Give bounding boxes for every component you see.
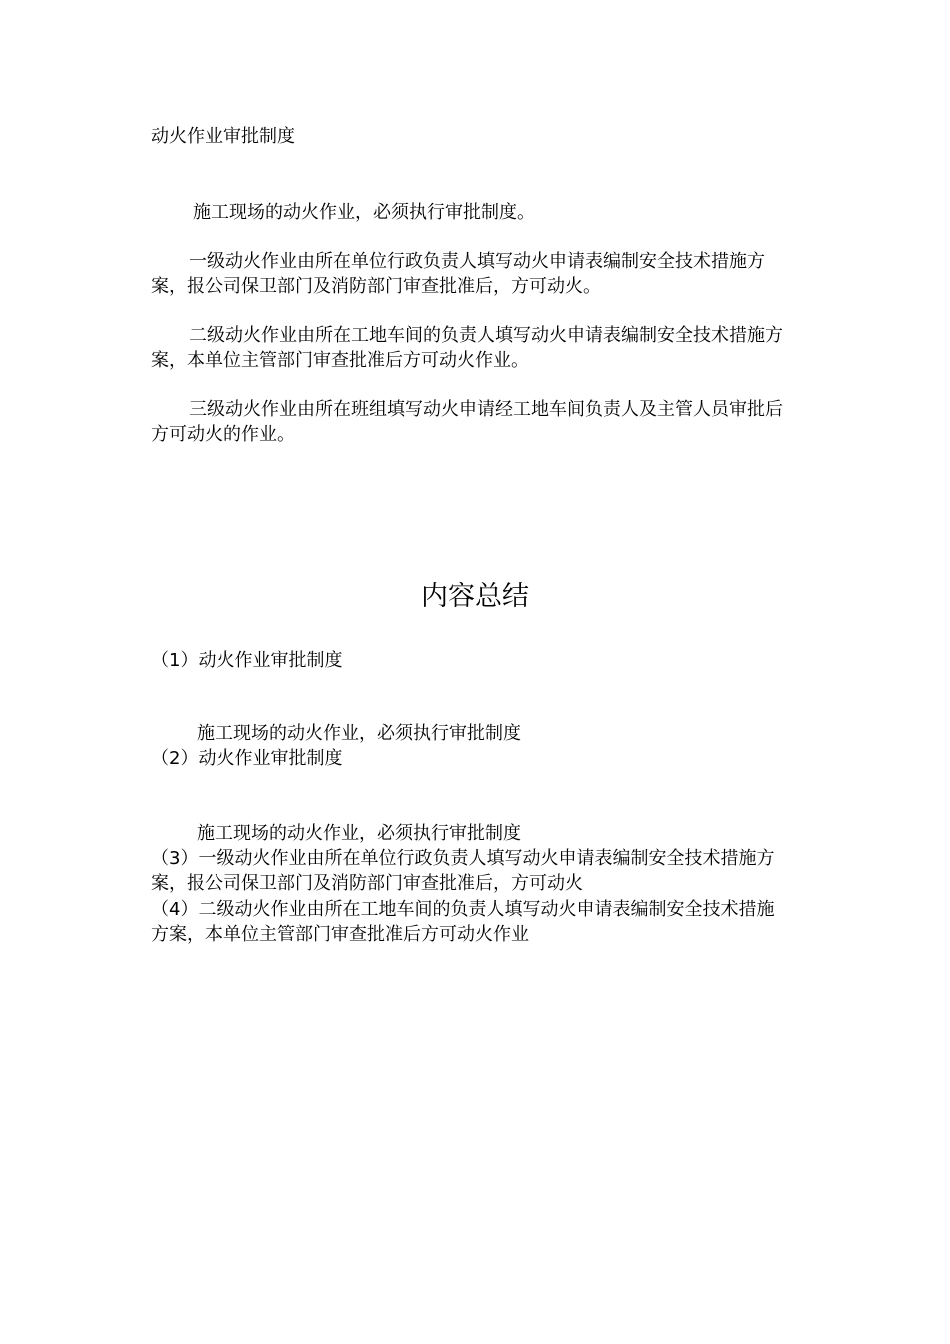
summary-item-4: （4）二级动火作业由所在工地车间的负责人填写动火申请表编制安全技术措施方案，本单位主管部门审查批准后方可动火作业 (151, 899, 775, 945)
document-title: 动火作业审批制度 (151, 126, 295, 147)
summary-heading: 内容总结 (421, 581, 529, 612)
summary-item-1-heading: （1）动火作业审批制度 (151, 650, 343, 671)
paragraph-2: 一级动火作业由所在单位行政负责人填写动火申请表编制安全技术措施方案，报公司保卫部门及消防部门审查批准后，方可动火。 (151, 251, 765, 297)
summary-item-3: （3）一级动火作业由所在单位行政负责人填写动火申请表编制安全技术措施方案，报公司保卫部门及消防部门审查批准后，方可动火 (151, 848, 775, 894)
paragraph-4: 三级动火作业由所在班组填写动火申请经工地车间负责人及主管人员审批后方可动火的作业。 (151, 399, 783, 445)
summary-item-1-body: 施工现场的动火作业，必须执行审批制度 (197, 723, 521, 744)
paragraph-3: 二级动火作业由所在工地车间的负责人填写动火申请表编制安全技术措施方案，本单位主管部门审查批准后方可动火作业。 (151, 325, 783, 371)
paragraph-1: 施工现场的动火作业，必须执行审批制度。 (193, 202, 535, 223)
summary-item-2-heading: （2）动火作业审批制度 (151, 748, 343, 769)
summary-item-2-body: 施工现场的动火作业，必须执行审批制度 (197, 823, 521, 844)
